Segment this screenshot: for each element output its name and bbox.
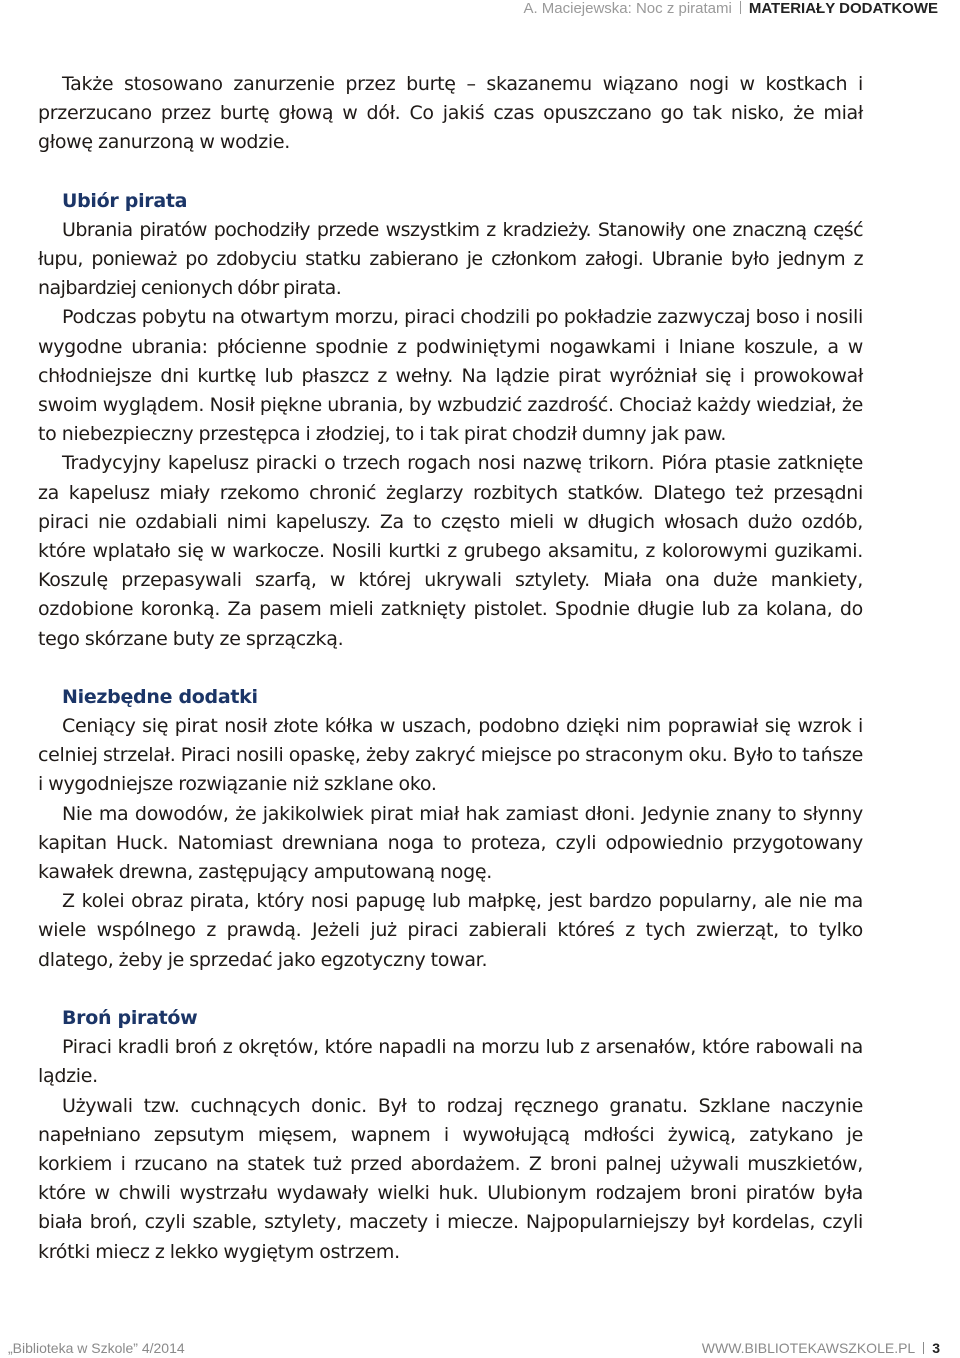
section-spacer bbox=[38, 975, 863, 1004]
section-clothing bbox=[38, 187, 863, 654]
accessories-paragraph-3: Z kolei obraz pirata, który nosi papugę lub małpkę, jest bardzo popularny, ale nie ma wiele wspólnego z prawdą. Jeżeli już piraci zabierali któreś z tych zwierząt, to tylko dlatego, żeby je sprzedać jako egzotyczny towar. bbox=[38, 890, 863, 971]
header-author-title: A. Maciejewska: Noc z piratami bbox=[523, 0, 732, 17]
clothing-paragraph-1: Ubrania piratów pochodziły przede wszystkim z kradzieży. Stanowiły one znaczną część łupu, ponieważ po zdobyciu statku zabierano je członkom załogi. Ubranie było jednym z najbardziej cenionych dóbr pirata. bbox=[38, 218, 863, 300]
section-accessories bbox=[38, 683, 863, 975]
section-weapons bbox=[38, 1004, 863, 1267]
section-spacer bbox=[38, 654, 863, 683]
section-heading-clothing: Ubiór pirata bbox=[62, 189, 188, 212]
article-body bbox=[38, 70, 863, 1267]
header-section-title: MATERIAŁY DODATKOWE bbox=[748, 0, 938, 17]
section-spacer bbox=[38, 158, 863, 187]
footer-divider bbox=[923, 1342, 924, 1354]
footer-right bbox=[702, 1338, 940, 1358]
page-number: 3 bbox=[932, 1340, 940, 1356]
section-heading-weapons: Broń piratów bbox=[62, 1006, 198, 1029]
accessories-paragraph-1: Ceniący się pirat nosił złote kółka w uszach, podobno dzięki nim poprawiał się wzrok i celniej strzelał. Piraci nosili opaskę, żeby zakryć miejsce po straconym oku. Było to tańsze i wygodniejsze rozwiązanie niż szklane oko. bbox=[38, 715, 863, 796]
intro-paragraph: Także stosowano zanurzenie przez burtę – skazanemu wiązano nogi w kostkach i przerzucano przez burtę głową w dół. Co jakiś czas opuszczano go tak nisko, że miał głowę zanurzoną w wodzie. bbox=[38, 73, 863, 154]
footer-website: WWW.BIBLIOTEKAWSZKOLE.PL bbox=[701, 1340, 916, 1356]
page-footer bbox=[0, 1338, 960, 1358]
clothing-paragraph-2: Podczas pobytu na otwartym morzu, piraci chodzili po pokładzie zazwyczaj boso i nosili wygodne ubrania: płócienne spodnie z podwiniętymi nogawkami i lniane koszule, a w chłodniejsze dni kurtkę lub płaszcz z wełny. Na lądzie pirat wyróżniał się i prowokował swoim wyglądem. Nosił piękne ubrania, by wzbudzić zazdrość. Chociaż każdy wiedział, że to niebezpieczny przestępca i złodziej, to i tak pirat chodził dumny jak paw. bbox=[38, 306, 863, 446]
weapons-paragraph-2: Używali tzw. cuchnących donic. Był to rodzaj ręcznego granatu. Szklane naczynie napełniano zepsutym mięsem, wapnem i wywołującą mdłości żywicą, zatykano je korkiem i rzucano na statek tuż przed abordażem. Z broni palnej używali muszkietów, które w chwili wystrzału wydawały wielki huk. Ulubionym rodzajem broni piratów była biała broń, czyli szable, sztylety, maczety i miecze. Najpopularniejszy był kordelas, czyli krótki miecz z lekko wygiętym ostrzem. bbox=[38, 1094, 863, 1263]
running-header bbox=[523, 0, 938, 18]
accessories-paragraph-2: Nie ma dowodów, że jakikolwiek pirat miał hak zamiast dłoni. Jedynie znany to słynny kapitan Huck. Natomiast drewniana noga to proteza, czyli odpowiednio przygotowany kawałek drewna, zastępujący amputowaną nogę. bbox=[38, 802, 863, 884]
section-heading-accessories: Niezbędne dodatki bbox=[62, 685, 258, 708]
footer-journal-name: „Biblioteka w Szkole” 4/2014 bbox=[8, 1340, 185, 1356]
clothing-paragraph-3: Tradycyjny kapelusz piracki o trzech rogach nosi nazwę trikorn. Pióra ptasie zatknięte za kapelusz miały rzekomo chronić żeglarzy rozbitych statków. Dlatego też przesądni piraci nie ozdabiali nimi kapeluszy. Za to często mieli w długich włosach dużo ozdób, które wplatało się w warkocze. Nosili kurtki z grubego aksamitu, z kolorowymi guzikami. Koszulę przepasywali szarfą, w której ukrywali sztylety. Miała ona duże mankiety, ozdobione koronką. Za pasem mieli zatknięty pistolet. Spodnie długie lub za kolana, do tego skórzane buty ze sprzączką. bbox=[38, 452, 863, 650]
header-divider bbox=[740, 1, 741, 14]
weapons-paragraph-1: Piraci kradli broń z okrętów, które napadli na morzu lub z arsenałów, które rabowali na lądzie. bbox=[38, 1036, 863, 1088]
